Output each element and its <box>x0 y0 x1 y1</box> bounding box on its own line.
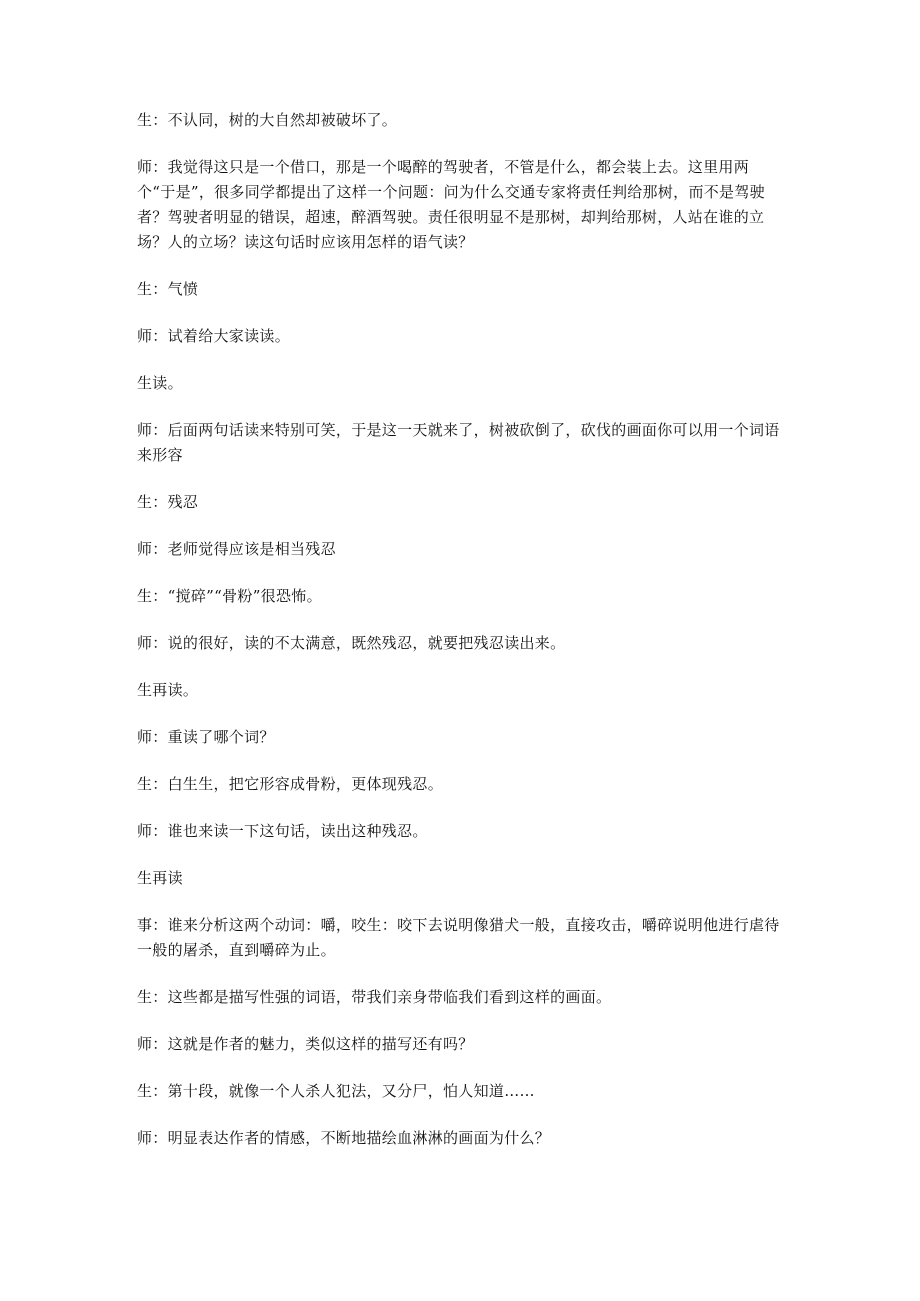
paragraph: 生：气愤 <box>137 280 199 298</box>
paragraph: 生读。 <box>137 374 183 392</box>
paragraph: 师：这就是作者的魅力，类似这样的描写还有吗？ <box>137 1035 474 1053</box>
paragraph: 生：残忍 <box>137 493 199 511</box>
paragraph: 师：说的很好，读的不太满意，既然残忍，就要把残忍读出来。 <box>137 634 566 652</box>
paragraph: 师：明显表达作者的情感，不断地描绘血淋淋的画面为什么？ <box>137 1129 551 1147</box>
paragraph: 生：不认同，树的大自然却被破坏了。 <box>137 111 398 129</box>
paragraph: 生：第十段，就像一个人杀人犯法，又分尸，怕人知道…… <box>137 1082 535 1100</box>
paragraph: 师：谁也来读一下这句话，读出这种残忍。 <box>137 822 428 840</box>
paragraph: 师：老师觉得应该是相当残忍 <box>137 540 336 558</box>
paragraph: 生再读 <box>137 869 183 887</box>
paragraph: 生：“搅碎”“骨粉”很恐怖。 <box>137 587 322 605</box>
paragraph: 师：我觉得这只是一个借口，那是一个喝醉的驾驶者，不管是什么，都会装上去。这里用两个“于是”，很多同学都提出了这样一个问题：问为什么交通专家将责任判给那树，而不是驾驶者？驾驶者明显的错误，超速，醉酒驾驶。责任很明显不是那树，却判给那树，人站在谁的立场？人的立场？读这句话时应该用怎样的语气读？ <box>137 158 765 251</box>
paragraph: 师：试着给大家读读。 <box>137 327 291 345</box>
paragraph: 师：后面两句话读来特别可笑，于是这一天就来了，树被砍倒了，砍伐的画面你可以用一个词语来形容 <box>137 421 780 464</box>
paragraph: 生：这些都是描写性强的词语，带我们亲身带临我们看到这样的画面。 <box>137 988 612 1006</box>
document-body <box>137 108 787 1173</box>
paragraph: 生再读。 <box>137 681 199 699</box>
paragraph: 师：重读了哪个词？ <box>137 728 275 746</box>
paragraph: 事：谁来分析这两个动词：嚼，咬生：咬下去说明像猎犬一般，直接攻击，嚼碎说明他进行虐待一般的屠杀，直到嚼碎为止。 <box>137 916 780 959</box>
paragraph: 生：白生生，把它形容成骨粉，更体现残忍。 <box>137 775 444 793</box>
